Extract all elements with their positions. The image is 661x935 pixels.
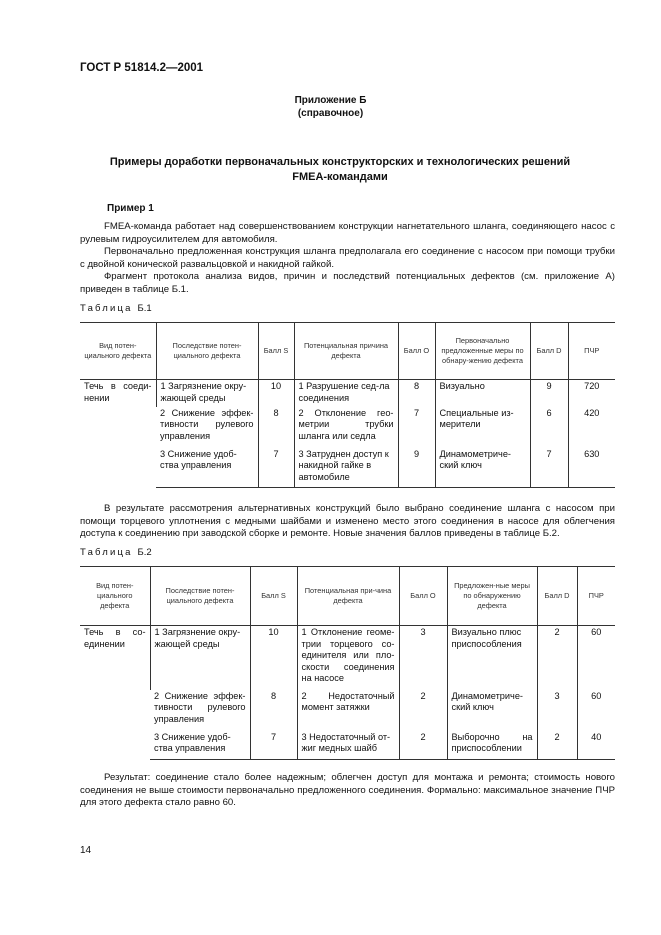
t1-header-measures: Первоначально предложенные меры по обнару-жению дефекта	[435, 323, 530, 380]
t2-cell-d: 2	[537, 626, 577, 690]
mid-text	[80, 503, 615, 541]
t2-cell-cause: 2 Недостаточный момент затяжки	[297, 690, 399, 731]
table-row	[80, 407, 615, 448]
t1-cell-measure: Динамометриче-ский ключ	[435, 448, 530, 488]
t1-cell-effect: 2 Снижение эффек-тивности рулевого управления	[160, 407, 254, 441]
t1-cell-d: 9	[530, 380, 568, 407]
table-row	[80, 448, 615, 488]
t1-cell-s: 8	[258, 407, 294, 448]
t1-cell-rpn: 720	[568, 380, 615, 407]
t2-cell-measure: Выборочно на приспособлении	[447, 731, 537, 760]
table2-caption-number: Б.2	[137, 547, 152, 558]
t1-cell-cause: 1 Разрушение сед-ла соединения	[294, 380, 398, 407]
section-heading	[60, 155, 620, 185]
t1-cell-rpn: 420	[568, 407, 615, 448]
t2-header-d: Балл D	[537, 567, 577, 626]
example-title: Пример 1	[107, 203, 154, 214]
t1-cell-o: 8	[398, 380, 435, 407]
t1-cell-effect: 3 Снижение удоб-ства управления	[156, 448, 258, 488]
t1-header-defect: Вид потен-циального дефекта	[80, 323, 156, 380]
table-b1	[80, 322, 615, 488]
t1-cell-cause: 3 Затруднен доступ к накидной гайке в автомобиле	[294, 448, 398, 488]
t1-header-cause: Потенциальная причина дефекта	[294, 323, 398, 380]
t1-cell-d: 6	[530, 407, 568, 448]
t2-cell-measure: Визуально плюс приспособления	[447, 626, 537, 690]
intro-paragraph-3: Фрагмент протокола анализа видов, причин и последствий потенциальных дефектов (см. приложение А) приведен в таблице Б.1.	[80, 271, 615, 295]
t2-cell-effect: 1 Загрязнение окру-жающей среды	[150, 626, 250, 690]
table1-caption-word: Таблица	[80, 303, 133, 314]
t2-cell-s: 7	[250, 731, 297, 760]
t1-header-rpn: ПЧР	[568, 323, 615, 380]
t2-header-s: Балл S	[250, 567, 297, 626]
t2-cell-rpn: 60	[577, 626, 615, 690]
t2-cell-effect: 2 Снижение эффек-тивности рулевого управления	[154, 690, 246, 724]
t1-cell-s: 10	[258, 380, 294, 407]
t2-cell-rpn: 40	[577, 731, 615, 760]
intro-text	[80, 221, 615, 296]
t1-defect: Течь в соеди-нении	[84, 381, 152, 403]
mid-paragraph: В результате рассмотрения альтернативных конструкций было выбрано соединение шланга с насосом при помощи торцевого уплотнения с медными шайбами и изменено место этого соединения в насосе для облегчения доступа к соединению при заводской сборке и ремонте. Новые значения баллов приведены в таблице Б.2.	[80, 503, 615, 539]
t2-header-rpn: ПЧР	[577, 567, 615, 626]
t2-header-effect: Последствие потен-циального дефекта	[150, 567, 250, 626]
t1-cell-s: 7	[258, 448, 294, 488]
appendix-title: Приложение Б	[294, 95, 367, 106]
table-row	[80, 380, 615, 407]
t1-header-o: Балл O	[398, 323, 435, 380]
table-row	[80, 731, 615, 760]
t1-cell-cause: 2 Отклонение гео-метрии трубки шланга или седла	[294, 407, 398, 448]
t2-cell-cause: 3 Недостаточный от-жиг медных шайб	[297, 731, 399, 760]
t2-cell-d: 3	[537, 690, 577, 731]
t2-header-cause: Потенциальная при-чина дефекта	[297, 567, 399, 626]
t2-cell-effect: 3 Снижение удоб-ства управления	[150, 731, 250, 760]
t2-cell-cause: 1 Отклонение геоме-трии торцевого со-единителя или пло-скости соединения на насосе	[297, 626, 399, 690]
t1-cell-rpn: 630	[568, 448, 615, 488]
t2-header-measures: Предложен-ные меры по обнаружению дефекта	[447, 567, 537, 626]
t2-cell-o: 2	[399, 731, 447, 760]
table2-caption	[80, 547, 152, 558]
t1-header-effect: Последствие потен-циального дефекта	[156, 323, 258, 380]
t2-cell-s: 8	[250, 690, 297, 731]
result-text	[80, 772, 615, 810]
section-heading-line1: Примеры доработки первоначальных конструкторских и технологических решений	[109, 156, 571, 168]
table2-caption-word: Таблица	[80, 547, 133, 558]
t1-cell-d: 7	[530, 448, 568, 488]
t2-cell-rpn: 60	[577, 690, 615, 731]
table-row	[80, 690, 615, 731]
document-id: ГОСТ Р 51814.2—2001	[80, 62, 204, 74]
t2-header-o: Балл O	[399, 567, 447, 626]
table1-caption-number: Б.1	[137, 303, 152, 314]
t1-header-s: Балл S	[258, 323, 294, 380]
intro-paragraph-1: FMEA-команда работает над совершенствованием конструкции нагнетательного шланга, соединяющего насос с рулевым гидроусилителем для автомобиля.	[80, 221, 615, 245]
table1-caption	[80, 303, 152, 314]
result-paragraph: Результат: соединение стало более надежным; облегчен доступ для монтажа и ремонта; стоимость нового соединения не выше стоимости первоначально предложенного соединения. Формально: максимальное значение ПЧР для этого дефекта стало равно 60.	[80, 772, 615, 808]
page-number: 14	[80, 845, 92, 856]
t1-cell-o: 9	[398, 448, 435, 488]
table-b2	[80, 566, 615, 760]
t1-cell-o: 7	[398, 407, 435, 448]
t2-defect: Течь в со-единении	[84, 627, 146, 649]
appendix-subtitle: (справочное)	[297, 108, 364, 119]
t1-cell-measure: Специальные из-мерители	[435, 407, 530, 448]
section-heading-line2: FMEA-командами	[292, 171, 388, 183]
t1-header-d: Балл D	[530, 323, 568, 380]
t2-cell-o: 2	[399, 690, 447, 731]
intro-paragraph-2: Первоначально предложенная конструкция шланга предполагала его соединение с насосом при помощи трубки с двойной конической развальцовкой и накидной гайкой.	[80, 246, 615, 270]
t2-cell-s: 10	[250, 626, 297, 690]
t1-cell-effect: 1 Загрязнение окру-жающей среды	[156, 380, 258, 407]
t2-cell-o: 3	[399, 626, 447, 690]
t2-header-defect: Вид потен-циального дефекта	[80, 567, 150, 626]
table-row	[80, 626, 615, 690]
t2-cell-measure: Динамометриче-ский ключ	[447, 690, 537, 731]
t2-cell-d: 2	[537, 731, 577, 760]
t1-cell-measure: Визуально	[435, 380, 530, 407]
